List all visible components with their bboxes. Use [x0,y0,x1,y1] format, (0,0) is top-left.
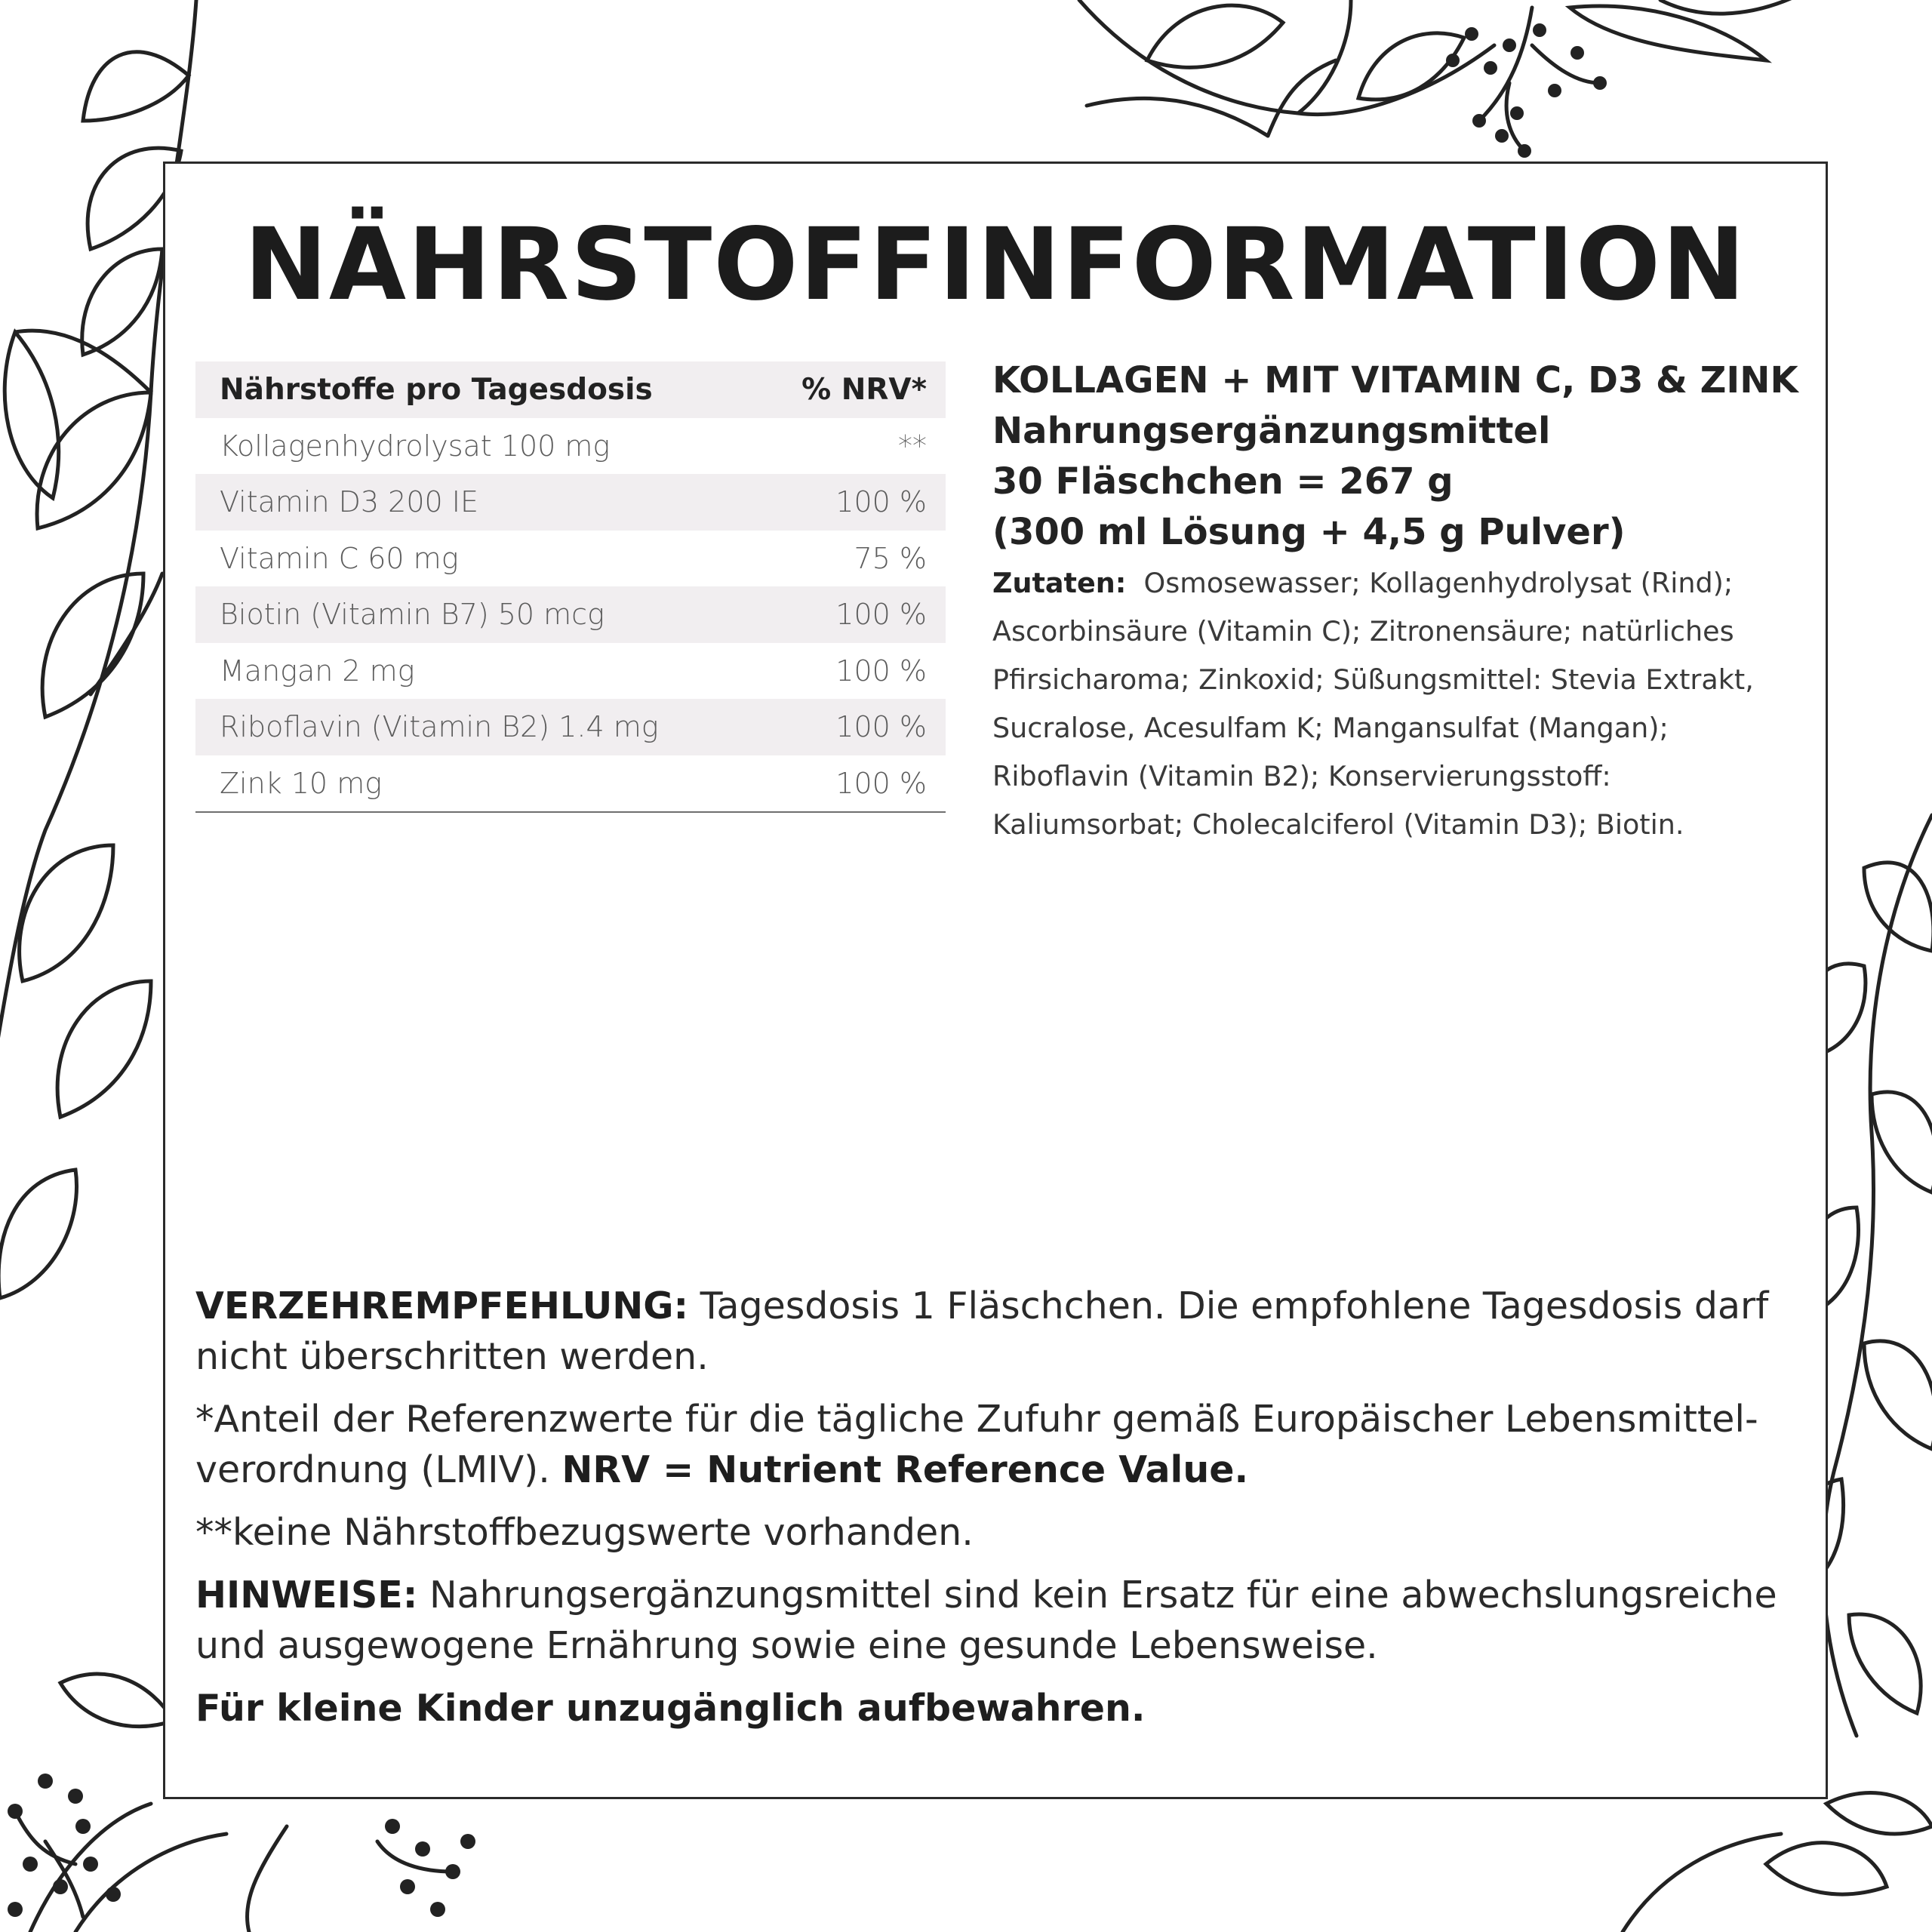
nutrient-table [195,361,946,813]
nrv-value: 100 % [835,485,927,519]
leaf-bottom-2 [1766,1843,1887,1894]
nutrition-info-panel [163,162,1828,1799]
ingredients-block [992,559,1785,849]
leaf-left-1 [83,52,189,121]
header-nutrient-label: Nährstoffe pro Tagesdosis [220,372,653,407]
product-composition: (300 ml Lösung + 4,5 g Pulver) [992,511,1626,553]
leaf-top-4 [1660,0,1804,14]
leaf-bottom-3 [1826,1793,1932,1834]
bottom-right-stem [1623,1834,1781,1932]
children-warning [195,1683,1803,1734]
leaf-left-6 [42,574,143,717]
dosage-text: Tagesdosis 1 Fläschchen. Die empfohlene Tagesdosis darf nicht überschritten werden. [195,1284,1769,1378]
table-row [195,586,946,643]
leaf-left-9 [0,1170,77,1298]
nutrient-name: Biotin (Vitamin B7) 50 mcg [220,598,605,632]
leaf-right-3 [1872,1092,1932,1192]
hints-text: Nahrungsergänzungsmittel sind kein Ersatz für eine abwechslungsreiche und ausgewogene Ernährung sowie eine gesunde Lebensweise. [195,1574,1777,1667]
table-row [195,531,946,587]
nrv-definition: NRV = Nutrient Reference Value. [561,1448,1249,1491]
leaf-left-5 [5,332,58,498]
nutrient-name: Riboflavin (Vitamin B2) 1.4 mg [220,710,659,744]
leaf-right-7 [1849,1614,1921,1713]
dosage-note [195,1281,1803,1382]
table-row [195,418,946,475]
product-name: KOLLAGEN + MIT VITAMIN C, D3 & ZINK [992,359,1798,401]
leaf-left-3 [82,249,162,355]
nutrient-table-header [195,361,946,418]
product-info [992,355,1798,849]
table-row [195,474,946,531]
product-quantity: 30 Fläschchen = 267 g [992,460,1454,503]
table-row [195,643,946,700]
dosage-label: VERZEHREMPFEHLUNG: [195,1284,689,1327]
table-row [195,755,946,812]
nutrient-name: Vitamin D3 200 IE [220,485,478,519]
leaf-right-5 [1864,1341,1932,1449]
ingredients-label: Zutaten: [992,567,1127,599]
nrv-footnote-text: *Anteil der Referenzwerte für die tägliche Zufuhr gemäß Europäischer Lebensmittel-verordnung (LMIV). [195,1398,1758,1491]
nutrient-name: Zink 10 mg [220,766,383,800]
nrv-value: 100 % [835,766,927,800]
leaf-left-8 [57,981,151,1117]
ingredients-text: Osmosewasser; Kollagenhydrolysat (Rind); Ascorbinsäure (Vitamin C); Zitronensäure; natürliches Pfirsicharoma; Zinkoxid; Süßungsmittel: Stevia Extrakt, Sucralose, Acesulfam K; Mangansulfat (Mangan); Riboflavin (Vitamin B2); Konservierungsstoff: Kaliumsorbat; Cholecalciferol (Vitamin D3); Biotin. [992,567,1754,841]
nrv-value: 100 % [835,710,927,744]
nutrient-name: Vitamin C 60 mg [220,541,459,575]
leaf-top-1 [1147,5,1283,67]
nutrient-name: Kollagenhydrolysat 100 mg [220,429,611,463]
children-warning-text: Für kleine Kinder unzugänglich aufbewahren. [195,1687,1146,1730]
notes-section [195,1281,1803,1746]
leaf-top-2 [1358,33,1464,100]
no-reference-footnote: **keine Nährstoffbezugswerte vorhanden. [195,1511,974,1554]
nrv-value: 100 % [835,654,927,688]
table-row [195,699,946,755]
nrv-value: 75 % [854,541,927,575]
right-branch-stem [1823,815,1932,1736]
hints-note [195,1570,1803,1671]
product-category: Nahrungsergänzungsmittel [992,410,1551,452]
nrv-value: 100 % [835,598,927,632]
header-nrv-label: % NRV* [801,372,927,407]
leaf-bottom-1 [60,1674,174,1727]
nrv-value: ** [898,429,927,463]
hints-label: HINWEISE: [195,1574,418,1617]
page-title: NÄHRSTOFFINFORMATION [244,207,1747,323]
nutrient-name: Mangan 2 mg [220,654,415,688]
nrv-footnote [195,1394,1803,1495]
